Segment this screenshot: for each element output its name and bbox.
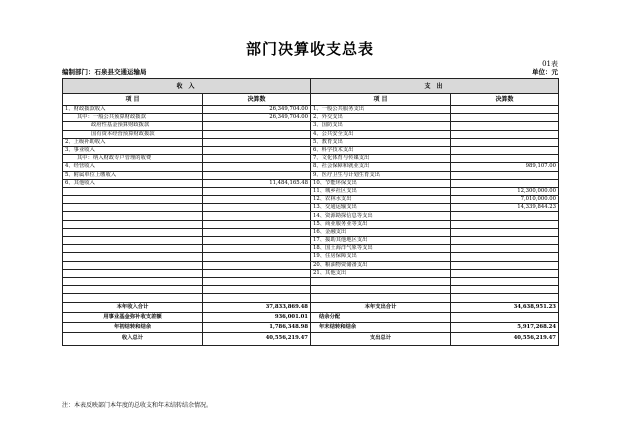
table-row (63, 228, 559, 236)
report-title: 部门决算收支总表 (245, 40, 374, 58)
expense-amount (451, 294, 559, 302)
expense-amount: 14,339,844.23 (451, 204, 559, 212)
table-row (63, 122, 559, 130)
compiling-department: 编制部门：石泉县交通运输局 (62, 68, 147, 76)
table-row (63, 286, 559, 294)
income-amount (203, 138, 311, 146)
expense-amount (451, 130, 559, 138)
expense-amount: 7,010,000.00 (451, 196, 559, 204)
income-total-label: 用事业基金弥补收支差额 (63, 312, 203, 322)
expense-amount (451, 122, 559, 130)
expense-item: 13、交通运输支出 (311, 204, 451, 212)
income-amount (203, 187, 311, 195)
expense-amount-header: 决算数 (451, 94, 559, 106)
expense-amount (451, 138, 559, 146)
table-row (63, 196, 559, 204)
income-item: 5、附属单位上缴收入 (63, 171, 203, 179)
expense-item: 7、文化体育与传媒支出 (311, 155, 451, 163)
table-row (63, 277, 559, 285)
income-item (63, 204, 203, 212)
income-item (63, 187, 203, 195)
income-amount (203, 212, 311, 220)
income-expense-table (62, 78, 559, 346)
table-row (63, 146, 559, 154)
income-item: 国有资本经营预算财政拨款 (63, 130, 203, 138)
totals-row (63, 322, 559, 332)
currency-unit: 单位：元 (532, 68, 558, 76)
income-grand-total-label: 收入总计 (63, 332, 203, 345)
income-amount (203, 253, 311, 261)
expense-amount (451, 106, 559, 114)
expense-amount (451, 179, 559, 187)
income-item: 其中：纳入财政专户管理的收费 (63, 155, 203, 163)
table-row (63, 106, 559, 114)
income-amount: 11,484,165.48 (203, 179, 311, 187)
income-item (63, 277, 203, 285)
expense-total-amount: 34,638,951.23 (451, 302, 559, 312)
income-amount: 26,349,704.00 (203, 106, 311, 114)
expense-amount (451, 171, 559, 179)
income-item: 6、其他收入 (63, 179, 203, 187)
income-item (63, 196, 203, 204)
expense-item: 15、商业服务业等支出 (311, 220, 451, 228)
income-item: 其中：一般公共预算财政拨款 (63, 114, 203, 122)
expense-amount (451, 155, 559, 163)
income-amount (203, 228, 311, 236)
table-row (63, 204, 559, 212)
income-item (63, 286, 203, 294)
expense-amount (451, 237, 559, 245)
section-header-row (63, 79, 559, 94)
income-item (63, 245, 203, 253)
income-amount (203, 171, 311, 179)
income-item (63, 269, 203, 277)
income-total-amount: 1,786,348.98 (203, 322, 311, 332)
table-row (63, 269, 559, 277)
expense-item (311, 277, 451, 285)
expense-total-label: 年末结转和结余 (311, 322, 451, 332)
expense-amount (451, 146, 559, 154)
income-item: 4、经营收入 (63, 163, 203, 171)
totals-row (63, 302, 559, 312)
income-amount (203, 286, 311, 294)
income-total-label: 本年收入合计 (63, 302, 203, 312)
expense-total-label: 结余分配 (311, 312, 451, 322)
expense-amount (451, 277, 559, 285)
income-item: 政府性基金预算财政拨款 (63, 122, 203, 130)
expense-item: 8、社会保障和就业支出 (311, 163, 451, 171)
income-amount (203, 269, 311, 277)
income-total-amount: 936,001.01 (203, 312, 311, 322)
table-row (63, 220, 559, 228)
income-amount (203, 261, 311, 269)
expense-amount (451, 253, 559, 261)
income-amount (203, 237, 311, 245)
table-row (63, 155, 559, 163)
income-item (63, 228, 203, 236)
income-amount (203, 204, 311, 212)
income-amount (203, 277, 311, 285)
expense-total-amount (451, 312, 559, 322)
income-total-label: 年初结转和结余 (63, 322, 203, 332)
table-row (63, 212, 559, 220)
income-item (63, 253, 203, 261)
grand-total-row (63, 332, 559, 345)
table-row (63, 237, 559, 245)
expense-total-label: 本年支出合计 (311, 302, 451, 312)
income-amount (203, 196, 311, 204)
expense-item: 20、粮油物资储备支出 (311, 261, 451, 269)
income-amount-header: 决算数 (203, 94, 311, 106)
expense-amount (451, 245, 559, 253)
expense-item: 1、一般公共服务支出 (311, 106, 451, 114)
expense-item: 2、外交支出 (311, 114, 451, 122)
expense-item: 10、节能环保支出 (311, 179, 451, 187)
expense-item: 11、城乡社区支出 (311, 187, 451, 195)
expense-item (311, 286, 451, 294)
income-amount (203, 130, 311, 138)
income-amount (203, 155, 311, 163)
table-row (63, 138, 559, 146)
income-amount (203, 294, 311, 302)
expense-item (311, 294, 451, 302)
income-amount (203, 163, 311, 171)
expense-amount (451, 269, 559, 277)
expense-item-header: 项 目 (311, 94, 451, 106)
income-amount: 26,349,704.00 (203, 114, 311, 122)
table-row (63, 261, 559, 269)
income-amount (203, 146, 311, 154)
income-item (63, 294, 203, 302)
table-row (63, 171, 559, 179)
table-row (63, 187, 559, 195)
income-total-amount: 37,833,869.48 (203, 302, 311, 312)
expense-item: 4、公共安全支出 (311, 130, 451, 138)
expense-item: 12、农林水支出 (311, 196, 451, 204)
income-item: 3、事业收入 (63, 146, 203, 154)
expense-amount (451, 261, 559, 269)
expense-item: 14、资源勘探信息等支出 (311, 212, 451, 220)
expense-item: 3、国防支出 (311, 122, 451, 130)
income-item (63, 220, 203, 228)
table-row (63, 245, 559, 253)
income-grand-total-amount: 40,556,219.47 (203, 332, 311, 345)
report-meta (62, 67, 558, 77)
expense-item: 6、科学技术支出 (311, 146, 451, 154)
expense-item: 19、住房保障支出 (311, 253, 451, 261)
expense-item: 21、其他支出 (311, 269, 451, 277)
income-item (63, 261, 203, 269)
income-amount (203, 245, 311, 253)
expense-amount (451, 114, 559, 122)
expense-section-header: 支 出 (311, 79, 559, 94)
expense-item: 18、国土海洋气象等支出 (311, 245, 451, 253)
expense-item: 17、援助其他地区支出 (311, 237, 451, 245)
expense-amount: 989,107.00 (451, 163, 559, 171)
income-item-header: 项 目 (63, 94, 203, 106)
table-row (63, 294, 559, 302)
footnote: 注：本表反映部门本年度的总收支和年末结转结余情况。 (62, 402, 213, 409)
column-header-row (63, 94, 559, 106)
table-row (63, 130, 559, 138)
income-amount (203, 220, 311, 228)
income-item: 2、上级补助收入 (63, 138, 203, 146)
expense-item: 9、医疗卫生与计划生育支出 (311, 171, 451, 179)
expense-amount (451, 228, 559, 236)
income-item: 1、财政拨款收入 (63, 106, 203, 114)
income-item (63, 237, 203, 245)
form-number: 01表 (542, 60, 558, 68)
income-item (63, 212, 203, 220)
totals-row (63, 312, 559, 322)
table-row (63, 253, 559, 261)
table-row (63, 114, 559, 122)
expense-grand-total-amount: 40,556,219.47 (451, 332, 559, 345)
expense-amount (451, 286, 559, 294)
expense-grand-total-label: 支出总计 (311, 332, 451, 345)
expense-amount (451, 220, 559, 228)
expense-amount (451, 212, 559, 220)
table-row (63, 163, 559, 171)
expense-item: 5、教育支出 (311, 138, 451, 146)
expense-item: 16、金融支出 (311, 228, 451, 236)
income-section-header: 收 入 (63, 79, 311, 94)
table-row (63, 179, 559, 187)
income-amount (203, 122, 311, 130)
expense-total-amount: 5,917,268.24 (451, 322, 559, 332)
expense-amount: 12,300,000.00 (451, 187, 559, 195)
